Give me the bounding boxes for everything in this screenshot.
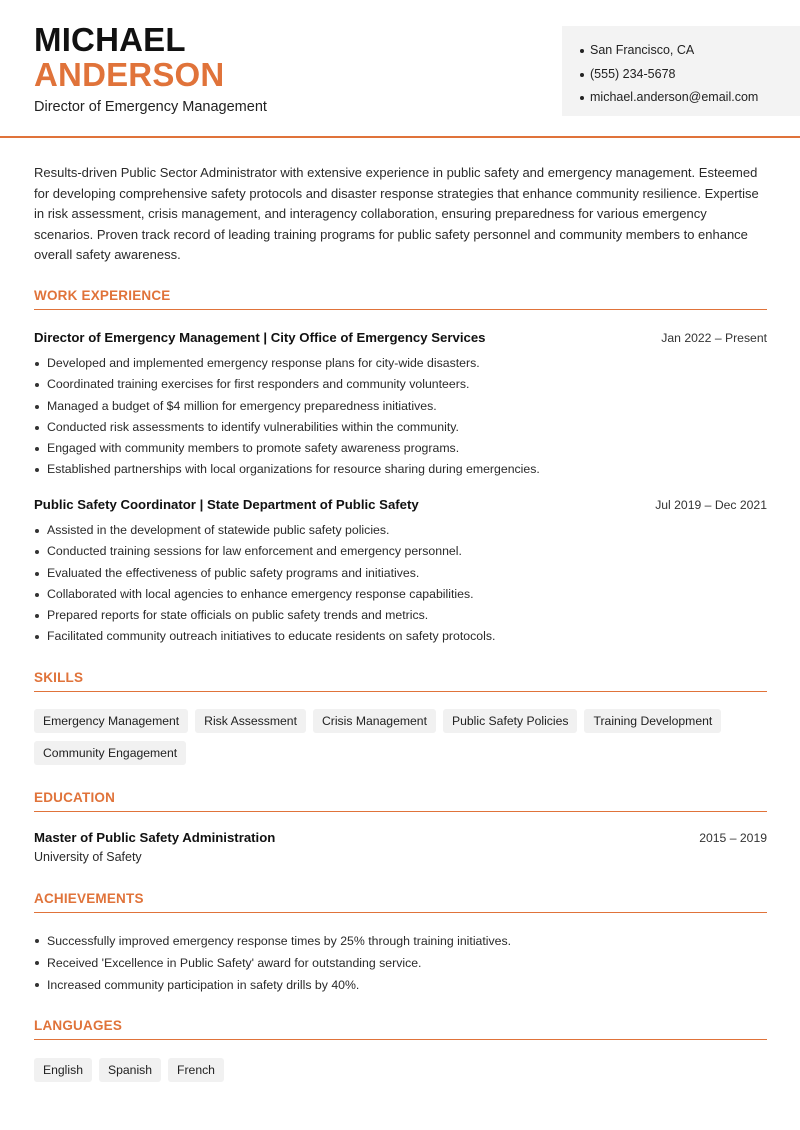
language-chip: English xyxy=(34,1058,92,1082)
job-bullet: Assisted in the development of statewide public safety policies. xyxy=(34,520,767,541)
job-date: Jul 2019 – Dec 2021 xyxy=(655,498,767,512)
section-heading-work xyxy=(34,287,767,310)
job-bullet: Managed a budget of $4 million for emergency preparedness initiatives. xyxy=(34,396,767,417)
achievements-list xyxy=(34,930,767,996)
job-bullet: Established partnerships with local organizations for resource sharing during emergencies. xyxy=(34,459,767,480)
job-entry xyxy=(34,330,767,481)
job-bullet: Facilitated community outreach initiatives to educate residents on safety protocols. xyxy=(34,626,767,647)
resume-header xyxy=(0,0,800,138)
job-title: Public Safety Coordinator | State Department of Public Safety xyxy=(34,497,419,512)
school-name: University of Safety xyxy=(34,850,142,864)
achievement-item: Successfully improved emergency response times by 25% through training initiatives. xyxy=(34,930,767,952)
skill-chip: Public Safety Policies xyxy=(443,709,578,733)
section-title-work: WORK EXPERIENCE xyxy=(34,288,171,303)
candidate-name xyxy=(34,22,224,92)
job-bullet: Conducted risk assessments to identify vulnerabilities within the community. xyxy=(34,417,767,438)
skill-chip: Community Engagement xyxy=(34,741,186,765)
job-bullet: Developed and implemented emergency response plans for city-wide disasters. xyxy=(34,353,767,374)
contact-box xyxy=(562,26,800,116)
degree-title: Master of Public Safety Administration xyxy=(34,830,276,845)
section-title-achievements: ACHIEVEMENTS xyxy=(34,891,144,906)
first-name: MICHAEL xyxy=(34,21,186,58)
section-heading-languages xyxy=(34,1017,767,1040)
job-entry xyxy=(34,497,767,648)
skill-chip: Emergency Management xyxy=(34,709,188,733)
skill-chip: Crisis Management xyxy=(313,709,436,733)
education-entry xyxy=(34,830,767,864)
job-title: Director of Emergency Management | City Office of Emergency Services xyxy=(34,330,486,345)
contact-phone: (555) 234-5678 xyxy=(580,63,758,87)
language-chip: Spanish xyxy=(99,1058,161,1082)
achievement-item: Increased community participation in safety drills by 40%. xyxy=(34,974,767,996)
section-heading-skills xyxy=(34,669,767,692)
section-title-skills: SKILLS xyxy=(34,670,84,685)
achievement-item: Received 'Excellence in Public Safety' award for outstanding service. xyxy=(34,952,767,974)
contact-email[interactable]: michael.anderson@email.com xyxy=(580,86,758,110)
section-heading-achievements xyxy=(34,890,767,913)
skills-list xyxy=(34,709,774,765)
skill-chip: Risk Assessment xyxy=(195,709,306,733)
job-bullet: Collaborated with local agencies to enhance emergency response capabilities. xyxy=(34,584,767,605)
job-bullet: Conducted training sessions for law enforcement and emergency personnel. xyxy=(34,541,767,562)
languages-list xyxy=(34,1058,774,1082)
job-bullet: Evaluated the effectiveness of public safety programs and initiatives. xyxy=(34,563,767,584)
contact-location: San Francisco, CA xyxy=(580,39,758,63)
education-date: 2015 – 2019 xyxy=(699,831,767,845)
job-bullet: Coordinated training exercises for first responders and community volunteers. xyxy=(34,374,767,395)
section-title-education: EDUCATION xyxy=(34,790,116,805)
job-bullet: Engaged with community members to promote safety awareness programs. xyxy=(34,438,767,459)
job-bullet: Prepared reports for state officials on public safety trends and metrics. xyxy=(34,605,767,626)
skill-chip: Training Development xyxy=(584,709,721,733)
section-heading-education xyxy=(34,789,767,812)
last-name: ANDERSON xyxy=(34,56,225,93)
summary-paragraph: Results-driven Public Sector Administrator with extensive experience in public safety and emergency management. Esteemed for developing comprehensive safety protocols and disaster response strategies that enhance community resilience. Expertise in risk assessment, crisis management, and interagency collaboration, ensuring preparedness for various emergency scenarios. Proven track record of leading training programs for public safety personnel and community members to enhance overall safety awareness. xyxy=(34,165,759,262)
section-title-languages: LANGUAGES xyxy=(34,1018,123,1033)
job-title-headline: Director of Emergency Management xyxy=(34,99,267,115)
language-chip: French xyxy=(168,1058,224,1082)
job-date: Jan 2022 – Present xyxy=(661,331,767,345)
